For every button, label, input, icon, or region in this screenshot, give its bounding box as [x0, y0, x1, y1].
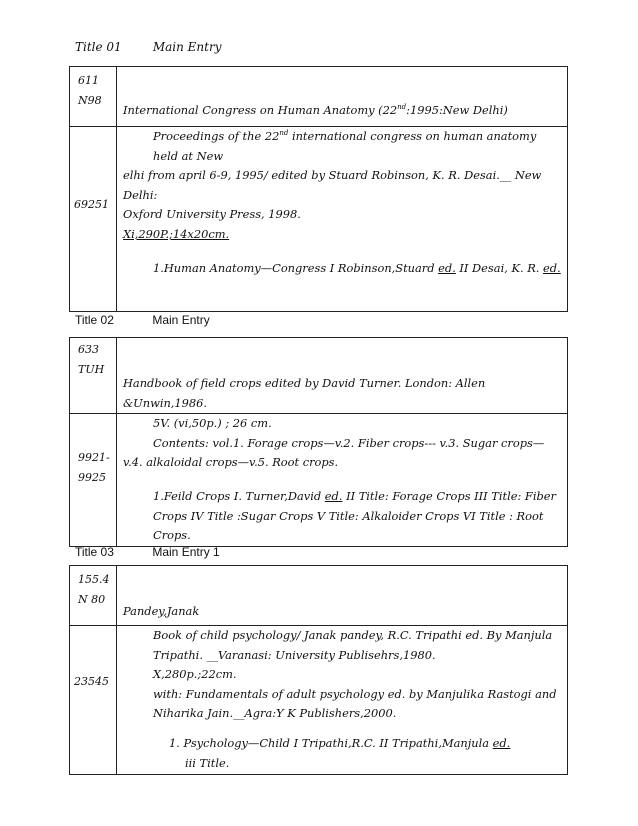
accession-number: 9925: [78, 471, 106, 485]
accession-cell: [70, 414, 117, 547]
accession-number: 23545: [74, 675, 109, 688]
contents-note-cont: v.4. alkaloidal crops—v.5. Root crops.: [123, 455, 339, 470]
tracing-ed: ed.: [543, 260, 561, 275]
main-heading: International Congress on Human Anatomy (22nd:1995:New Delhi): [123, 103, 508, 117]
tracing-ed: ed.: [324, 488, 343, 503]
section-1-header: [75, 40, 221, 54]
heading-cell: [117, 566, 568, 626]
tracings: [123, 259, 563, 279]
tracings: [123, 487, 563, 546]
call-number-author: N98: [78, 94, 102, 107]
call-number-class: 155.4: [78, 573, 110, 586]
tracing-ed: ed.: [438, 260, 456, 275]
title-statement: Proceedings of the 22nd international congress on human anatomy held at New: [153, 129, 537, 163]
main-heading: Handbook of field crops edited by David Turner. London: Allen &Unwin,1986.: [123, 376, 486, 410]
collation-line: Xi,290P.;14x20cm.: [123, 226, 230, 241]
call-number-class: 611: [78, 74, 99, 87]
title-statement: Book of child psychology/ Janak pandey, R.C. Tripathi ed. By Manjula Tripathi. __Varanasi: University Publisehrs,1980.: [153, 628, 553, 662]
collation-line: 5V. (vi,50p.) ; 26 cm.: [153, 416, 272, 431]
contents-note: Contents: vol.1. Forage crops—v.2. Fiber crops--- v.3. Sugar crops—: [153, 435, 545, 450]
catalog-card-2: [69, 337, 568, 547]
description-cell: [117, 127, 568, 312]
call-number-author: TUH: [78, 363, 105, 376]
main-heading: Pandey,Janak: [123, 604, 200, 618]
tracing-added: II Desai, K. R.: [455, 260, 540, 275]
tracing-title: iii Title.: [185, 755, 230, 770]
publisher-line: Oxford University Press, 1998.: [123, 207, 301, 222]
section-entry-type: Main Entry 1: [152, 545, 220, 559]
accession-cell: [70, 626, 117, 775]
catalog-card-1: [69, 66, 568, 312]
publication-line: elhi from april 6-9, 1995/ edited by Stuard Robinson, K. R. Desai.__ New Delhi:: [123, 168, 542, 202]
section-entry-type: Main Entry: [152, 313, 210, 327]
tracings: [123, 734, 563, 754]
section-entry-type: Main Entry: [152, 40, 222, 54]
call-number-cell: [70, 67, 117, 127]
accession-number: 9921-: [78, 451, 110, 465]
tracing-subject: 1.Human Anatomy—Congress I Robinson,Stuard: [153, 260, 439, 275]
call-number-author: N 80: [78, 593, 106, 606]
accession-cell: [70, 127, 117, 312]
with-note: with: Fundamentals of adult psychology ed. by Manjulika Rastogi and Niharika Jain.__Agra:Y K Publishers,2000.: [153, 686, 557, 721]
call-number-class: 633: [78, 343, 99, 356]
call-number-cell: [70, 338, 117, 414]
catalog-card-3: [69, 565, 568, 775]
tracing-subject: 1.Feild Crops I. Turner,David: [153, 488, 325, 503]
call-number-cell: [70, 566, 117, 626]
accession-number: 69251: [74, 198, 109, 211]
section-title: Title 03: [75, 545, 114, 559]
heading-cell: [117, 67, 568, 127]
description-cell: [117, 626, 568, 775]
collation-line: X,280p.;22cm.: [153, 667, 237, 682]
section-2-header: [75, 313, 210, 327]
tracing-subject: 1. Psychology—Child I Tripathi,R.C. II Tripathi,Manjula: [169, 735, 493, 750]
section-title: Title 02: [75, 313, 114, 327]
tracing-added: II Title: Forage Crops III Title: Fiber Crops IV Title :Sugar Crops V Title: Alkaloider Crops VI Title : Root Crops.: [153, 488, 556, 543]
section-title: Title 01: [75, 40, 122, 54]
heading-cell: [117, 338, 568, 414]
tracing-ed: ed.: [492, 735, 511, 750]
description-cell: [117, 414, 568, 547]
section-3-header: [75, 545, 220, 559]
